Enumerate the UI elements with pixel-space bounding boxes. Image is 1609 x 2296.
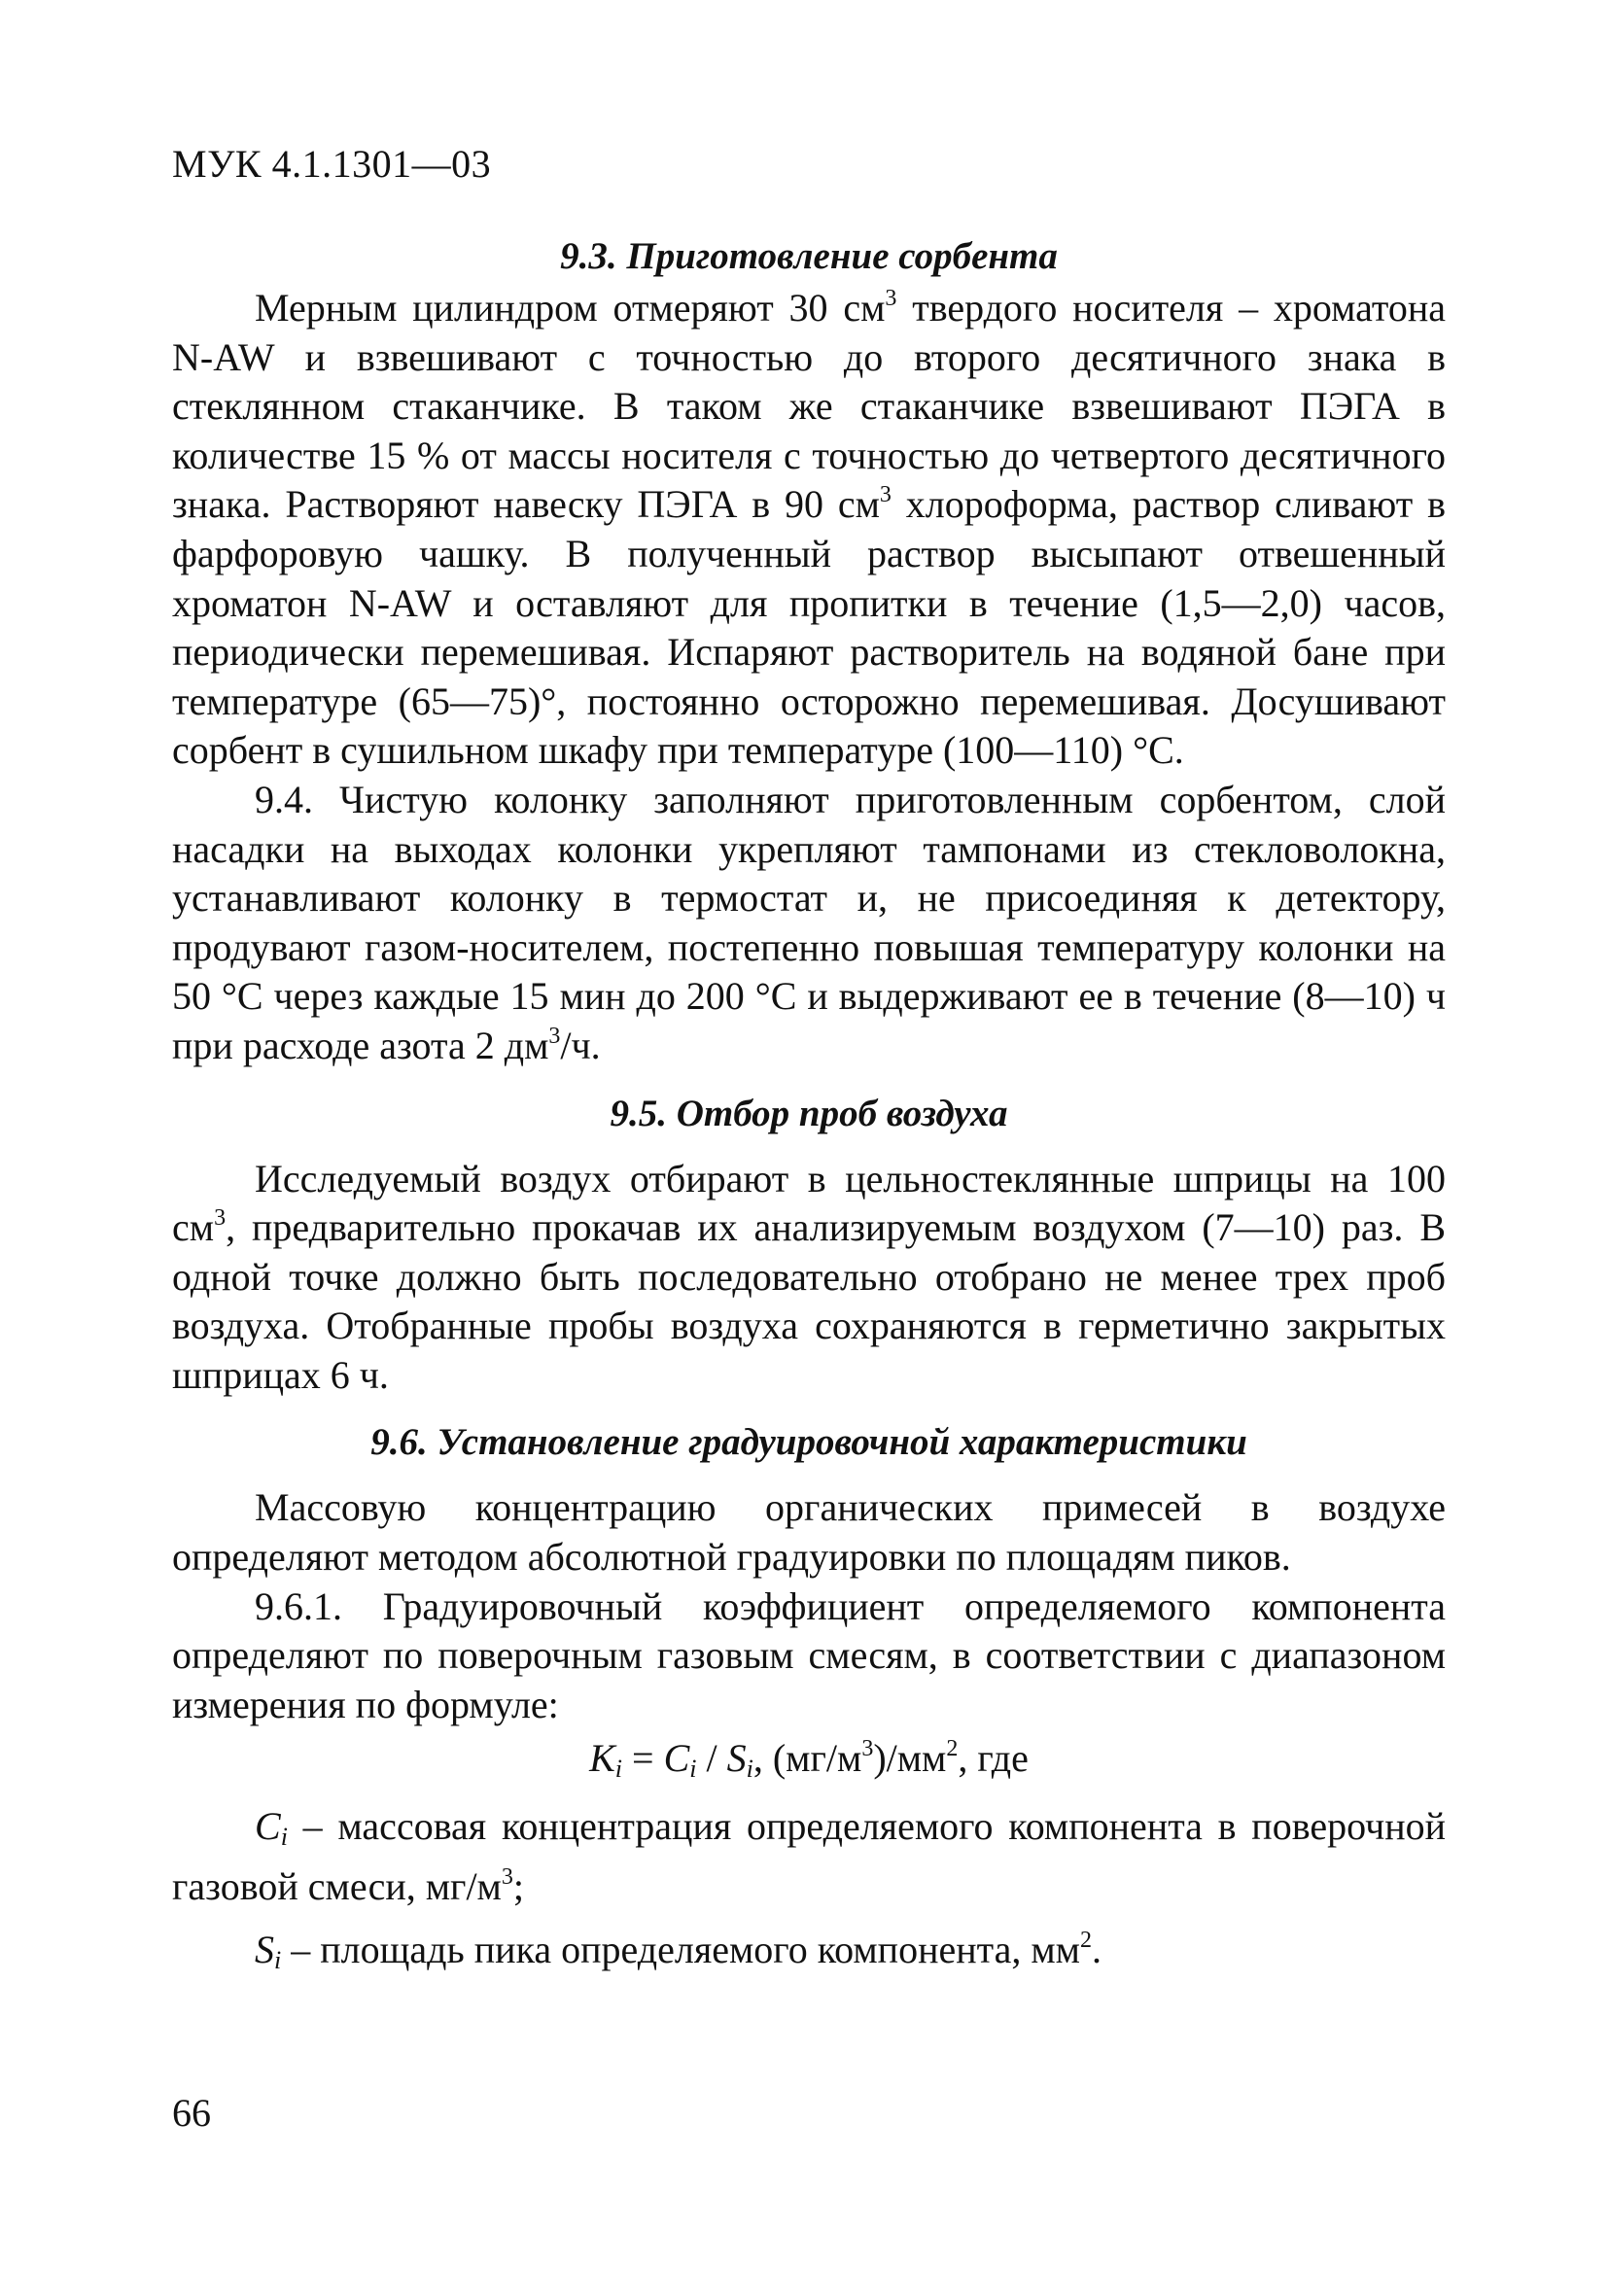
paragraph-9-6-1: 9.6.1. Градуировочный коэффициент определяемого компонента определяют по поверочным газовым смесям, в соответствии с диапазоном измерения по формуле: bbox=[172, 1583, 1446, 1726]
definition-c bbox=[172, 1802, 1446, 1911]
superscript: 3 bbox=[879, 482, 892, 508]
superscript: 3 bbox=[548, 1023, 561, 1049]
paragraph-text: хлороформа, раствор сливают в фарфоровую чашку. В полученный раствор высыпают отвешенный хроматон N-AW и оставляют для пропитки в течение (1,5—2,0) часов, периодически перемешивая. Испаряют растворитель на водяной бане при температуре (65—75)°, постоянно осторожно перемешивая. Досушивают сорбент в сушильном шкафу при температуре (100—110) °С. bbox=[172, 482, 1446, 773]
paragraph-9-6: Массовую концентрацию органических примесей в воздухе определяют методом абсолютной градуировки по площадям пиков. bbox=[172, 1485, 1446, 1580]
section-title-9-5: 9.5. Отбор проб воздуха bbox=[610, 1092, 1008, 1134]
superscript: 3 bbox=[214, 1205, 227, 1232]
page-content bbox=[172, 233, 1446, 1985]
formula-units: , (мг/м bbox=[752, 1736, 862, 1781]
formula-symbol-s: S bbox=[726, 1736, 747, 1781]
superscript: 3 bbox=[861, 1736, 874, 1762]
definition-text: . bbox=[1092, 1927, 1102, 1971]
definition-text: – площадь пика определяемого компонента, мм bbox=[281, 1927, 1080, 1971]
paragraph-9-3 bbox=[172, 284, 1446, 776]
definition-symbol: C bbox=[255, 1804, 281, 1849]
formula-symbol-k: K bbox=[589, 1736, 615, 1781]
formula-subscript: i bbox=[689, 1755, 697, 1784]
paragraph-text: , предварительно прокачав их анализируемым воздухом (7—10) раз. В одной точке должно быть последовательно отобрано не менее трех проб воздуха. Отобранные пробы воздуха сохраняются в герметично закрытых шприцах 6 ч. bbox=[172, 1205, 1446, 1397]
superscript: 3 bbox=[501, 1864, 513, 1891]
formula-units: , где bbox=[958, 1736, 1029, 1781]
definition-subscript: i bbox=[280, 1823, 288, 1852]
paragraph-text: Исследуемый воздух отбирают в цельностеклянные шприцы на 100 см bbox=[172, 1156, 1446, 1250]
definition-symbol: S bbox=[255, 1927, 274, 1971]
paragraph-text: твердого носителя – хроматона N-AW и взвешивают с точностью до второго десятичного знака в стеклянном стаканчике. В таком же стаканчике взвешивают ПЭГА в количестве 15 % от массы носителя с точностью до четвертого десятичного знака. Растворяют навеску ПЭГА в 90 см bbox=[172, 286, 1446, 527]
definition-text: ; bbox=[512, 1864, 524, 1909]
definition-text: – массовая концентрация определяемого компонента в поверочной газовой смеси, мг/м bbox=[172, 1804, 1446, 1909]
superscript: 2 bbox=[946, 1736, 959, 1762]
formula-subscript: i bbox=[614, 1755, 622, 1784]
superscript: 3 bbox=[885, 286, 897, 311]
paragraph-text: Мерным цилиндром отмеряют 30 см bbox=[255, 286, 886, 330]
superscript: 2 bbox=[1080, 1927, 1092, 1953]
formula-equals: = bbox=[622, 1736, 664, 1781]
formula-slash: / bbox=[696, 1736, 727, 1781]
formula-symbol-c: C bbox=[663, 1736, 690, 1781]
paragraph-9-4 bbox=[172, 776, 1446, 1071]
calibration-formula bbox=[172, 1733, 1446, 1794]
formula-subscript: i bbox=[746, 1755, 753, 1784]
section-title-9-3: 9.3. Приготовление сорбента bbox=[560, 235, 1058, 277]
section-title-9-6: 9.6. Установление градуировочной характеристики bbox=[370, 1421, 1247, 1464]
document-code-header: МУК 4.1.1301—03 bbox=[172, 142, 492, 186]
definition-subscript: i bbox=[274, 1945, 282, 1974]
paragraph-text: 9.4. Чистую колонку заполняют приготовленным сорбентом, слой насадки на выходах колонки укрепляют тампонами из стекловолокна, устанавливают колонку в термостат и, не присоединяя к детектору, продувают газом-носителем, постепенно повышая температуру колонки на 50 °С через каждые 15 мин до 200 °С и выдерживают ее в течение (8—10) ч при расходе азота 2 дм bbox=[172, 777, 1446, 1067]
formula-units: )/мм bbox=[873, 1736, 947, 1781]
paragraph-text: /ч. bbox=[560, 1023, 601, 1067]
paragraph-9-5 bbox=[172, 1155, 1446, 1401]
page-number: 66 bbox=[172, 2091, 211, 2135]
definition-s bbox=[172, 1926, 1446, 1986]
